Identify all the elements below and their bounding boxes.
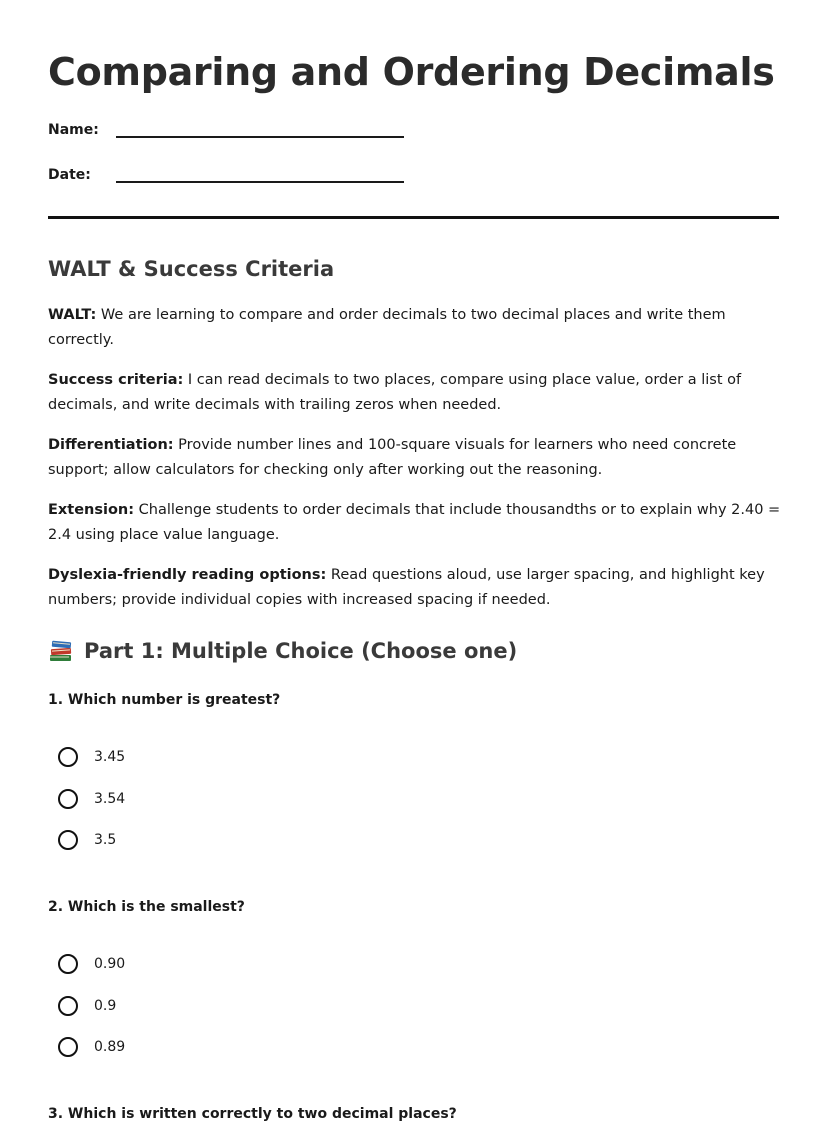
page-title: Comparing and Ordering Decimals [48,50,775,94]
radio-button[interactable] [58,747,78,767]
option-label: 0.89 [94,1039,126,1055]
question-1-option-a[interactable] [48,745,780,769]
dyslexia-label: Dyslexia-friendly reading options: [48,567,327,583]
extension-label: Extension: [48,502,135,518]
name-field [48,114,780,138]
date-input-line[interactable] [116,165,404,183]
option-label: 0.9 [94,997,117,1014]
question-1-option-b[interactable] [48,787,780,811]
option-label: 0.90 [94,956,126,972]
differentiation-label: Differentiation: [48,437,174,453]
success-criteria-label: Success criteria: [48,372,184,388]
radio-button[interactable] [58,996,78,1016]
differentiation-text: Provide number lines and 100-square visuals for learners who need concrete support; allow calculators for checking only after working out the reasoning. [48,437,737,478]
question-1: 1. Which number is greatest? [48,692,281,708]
extension-paragraph [48,498,788,548]
differentiation-paragraph [48,433,788,483]
radio-button[interactable] [58,830,78,850]
option-label: 3.45 [94,749,126,765]
option-label: 3.5 [94,832,117,848]
radio-button[interactable] [58,789,78,809]
question-2-option-b[interactable] [48,994,780,1018]
walt-heading: WALT & Success Criteria [48,257,335,281]
question-1-option-c[interactable] [48,828,780,852]
header-divider [48,216,779,219]
dyslexia-paragraph [48,563,788,613]
books-icon [48,639,74,663]
part1-heading-text: Part 1: Multiple Choice (Choose one) [84,639,518,663]
radio-button[interactable] [58,1037,78,1057]
success-criteria-text: I can read decimals to two places, compare using place value, order a list of decimals, and write decimals with trailing zeros when needed. [48,372,742,413]
radio-button[interactable] [58,954,78,974]
date-field [48,159,780,183]
question-3: 3. Which is written correctly to two decimal places? [48,1106,457,1122]
date-label: Date: [48,167,91,183]
walt-paragraph [48,303,788,353]
success-criteria-paragraph [48,368,788,418]
walt-text: We are learning to compare and order decimals to two decimal places and write them correctly. [48,307,726,348]
question-1-options [48,745,780,852]
option-label: 3.54 [94,790,126,807]
question-2-options [48,952,780,1059]
name-label: Name: [48,122,99,138]
question-2: 2. Which is the smallest? [48,899,245,915]
name-input-line[interactable] [116,120,404,138]
question-2-option-c[interactable] [48,1035,780,1059]
dyslexia-text: Read questions aloud, use larger spacing, and highlight key numbers; provide individual copies with increased spacing if needed. [48,567,765,608]
walt-label: WALT: [48,307,97,323]
part1-heading [48,637,780,665]
question-2-option-a[interactable] [48,952,780,976]
extension-text: Challenge students to order decimals that include thousandths or to explain why 2.40 = 2.4 using place value language. [48,502,781,543]
